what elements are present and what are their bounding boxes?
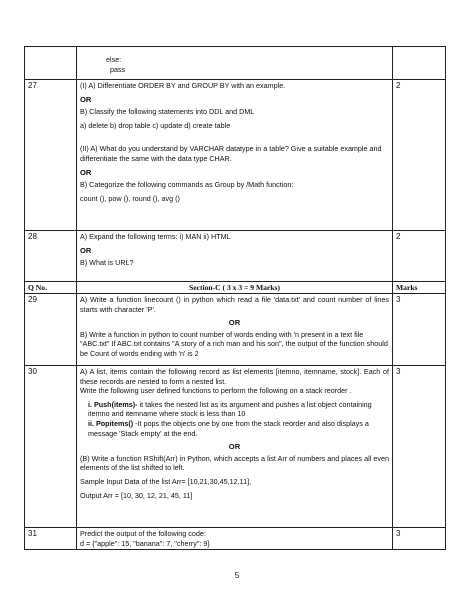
section-title: Section-C ( 3 x 3 = 9 Marks) [77,282,393,294]
question-text: -It pops the objects one by one from the stack reorder and also displays a message 'Stack empty' at the end. [88,418,369,438]
question-text: count (), pow (), round (), avg () [80,193,180,203]
question-text: it takes the nested list as its argument and pushes a list object containing itemno and itemname where stock is less than 10 [88,399,372,419]
or-label: OR [228,318,241,328]
marks-header: Marks [393,282,446,294]
question-row-30 [25,366,446,528]
question-row-28 [25,231,446,282]
question-text: a) delete b) drop table c) update d) create table [80,120,231,130]
question-text: A) A list, items contain the following record as list elements [itemno, itemname, stock]. Each of these records are nested to form a nested list. [80,367,389,386]
question-number: 29 [25,294,77,366]
or-label: OR [228,442,241,452]
or-label: OR [80,94,92,104]
question-body [77,528,393,550]
question-text: Output Arr = [10, 30, 12, 21, 45, 11] [80,490,193,500]
question-text: (II) A) What do you understand by VARCHAR datatype in a table? Give a suitable example and differentiate the same with the data type CHAR. [80,144,382,163]
code-pass: pass [110,64,126,74]
question-text: Predict the output of the following code: [80,529,206,538]
question-body [77,294,393,366]
question-text: (I) A) Differentiate ORDER BY and GROUP BY with an example. [80,81,286,90]
question-text: Write the following user defined functions to perform the following on a stack reorder . [80,386,352,396]
question-text: B) Classify the following statements into DDL and DML [80,107,255,117]
code-else: else: [106,55,122,64]
question-row-29 [25,294,446,366]
question-body [77,231,393,282]
page-number: 5 [234,571,240,580]
push-item-description [80,400,389,419]
question-text: B) Write a function in python to count number of words ending with 'n present in a text file "ABC.txt" If ABC.txt contains "A story of a rich man and his son", the output of the function should be Count of words ending with 'n' is 2 [80,329,388,358]
question-number: 27 [25,80,77,231]
function-name: i. Push(items)- [88,399,138,409]
question-number: 28 [25,231,77,282]
question-text: B) Categorize the following commands as Group by /Math function: [80,180,294,190]
question-body [77,80,393,231]
marks-value: 2 [393,80,446,231]
question-body [77,366,393,528]
marks-value: 3 [393,294,446,366]
marks-value: 3 [393,528,446,550]
code-line: d = {"apple": 15, "banana": 7, "cherry": 9} [80,538,210,548]
qno-header: Q No. [25,282,77,294]
question-number: 31 [25,528,77,550]
function-name: ii. Popitems() [88,418,134,428]
question-text: Sample Input Data of the list Arr= [10,21,30,45,12,11], [80,476,252,486]
question-text: A) Expand the following terms: i) MAN ii) HTML [80,232,231,241]
continuation-row [25,47,446,80]
pop-item-description [80,419,389,438]
question-text: (B) Write a function RShift(Arr) in Python, which accepts a list Arr of numbers and places all even elements of the list shifted to left. [80,453,389,473]
question-text: B) What is URL? [80,258,134,268]
question-row-31 [25,528,446,550]
or-label: OR [80,245,92,255]
marks-value: 3 [393,366,446,528]
or-label: OR [80,167,92,177]
question-number: 30 [25,366,77,528]
marks-value: 2 [393,231,446,282]
question-row-27 [25,80,446,231]
question-table [24,46,446,550]
section-header-row [25,282,446,294]
question-text: A) Write a function linecount () in python which read a file 'data.txt' and count number of lines starts with character 'P'. [80,295,389,314]
